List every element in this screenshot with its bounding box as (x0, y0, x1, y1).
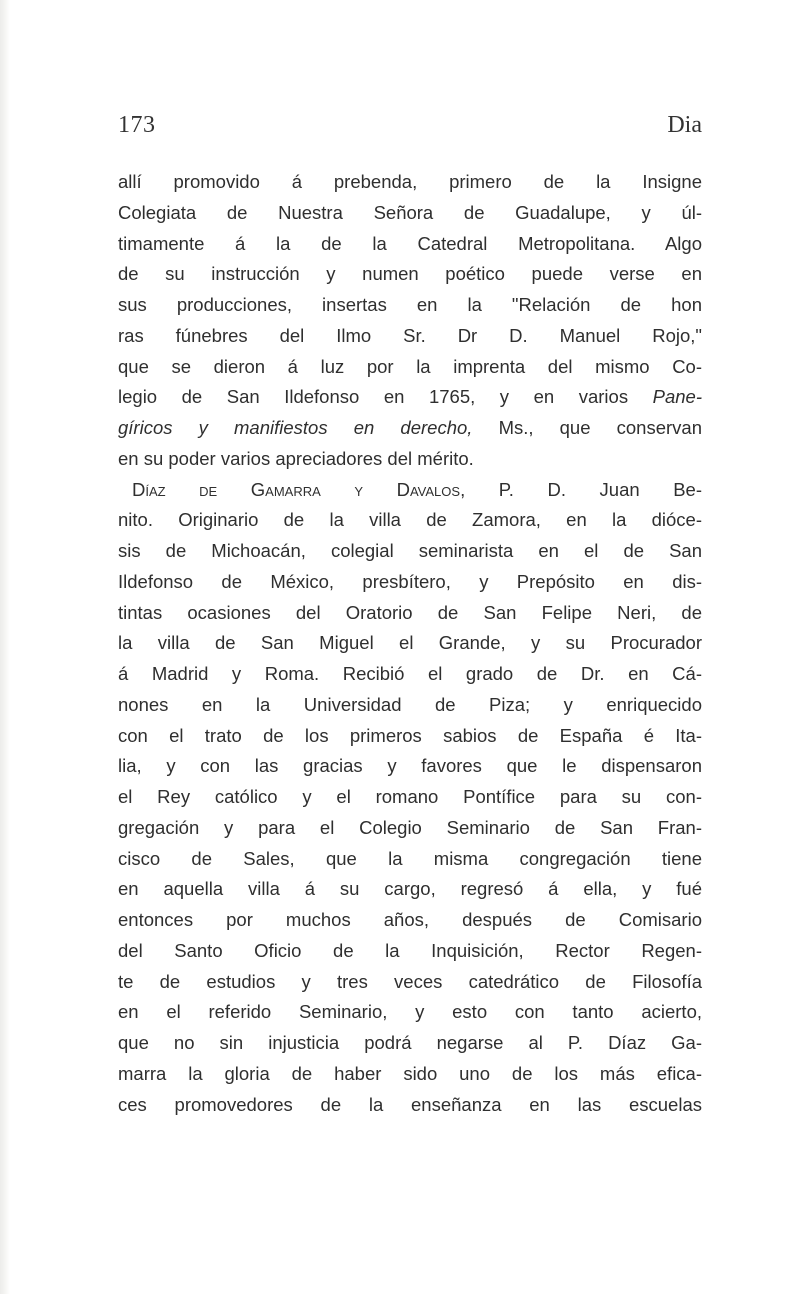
text-line: á Madrid y Roma. Recibió el grado de Dr. en Cá- (118, 663, 702, 684)
italic-title-run: Pane- (652, 386, 702, 408)
text-line: en aquella villa á su cargo, regresó á ella, y fué (118, 878, 702, 900)
text-line: ces promovedores de la enseñanza en las escuelas (118, 1093, 702, 1115)
page-number: 173 (118, 112, 156, 138)
entry-heading-name: Díaz de Gamarra y Davalos, (132, 478, 466, 500)
text-line: timamente á la de la Catedral Metropolitana. Algo (118, 232, 702, 254)
text-line: del Santo Oficio de la Inquisición, Rector Regen- (118, 939, 702, 961)
text-line: sis de Michoacán, colegial seminarista en el de San (118, 540, 702, 561)
italic-title-run: gíricos y manifiestos en derecho, (118, 417, 473, 438)
running-head: Dia (667, 112, 702, 138)
entry-heading-line (118, 475, 702, 506)
body-text (118, 167, 702, 1120)
text-line: entonces por muchos años, después de Comisario (118, 909, 702, 930)
text-line (118, 382, 702, 413)
text-line: que se dieron á luz por la imprenta del mismo Co- (118, 355, 702, 377)
text-line: marra la gloria de haber sido uno de los más efica- (118, 1062, 702, 1084)
page-gutter-shadow (0, 0, 10, 1294)
text-line (118, 413, 702, 444)
text-line: gregación y para el Colegio Seminario de San Fran- (118, 816, 702, 838)
text-line: Colegiata de Nuestra Señora de Guadalupe, y úl- (118, 201, 702, 223)
text-line: en su poder varios apreciadores del mérito. (118, 447, 474, 469)
text-line: la villa de San Miguel el Grande, y su Procurador (118, 632, 702, 654)
text-line: tintas ocasiones del Oratorio de San Felipe Neri, de (118, 601, 702, 623)
text-run: Ms., que conservan (498, 417, 702, 438)
page-header (118, 112, 702, 146)
text-line: Ildefonso de México, presbítero, y Prepósito en dis- (118, 570, 702, 592)
text-line: lia, y con las gracias y favores que le dispensaron (118, 755, 702, 777)
text-line: sus producciones, insertas en la "Relación de hon (118, 294, 702, 315)
text-line: con el trato de los primeros sabios de España é Ita- (118, 724, 702, 746)
text-line: allí promovido á prebenda, primero de la Insigne (118, 171, 702, 192)
text-run: legio de San Ildefonso en 1765, y en varios (118, 386, 629, 408)
text-line: que no sin injusticia podrá negarse al P. Díaz Ga- (118, 1032, 702, 1053)
text-line: el Rey católico y el romano Pontífice para su con- (118, 786, 702, 807)
text-line: nones en la Universidad de Piza; y enriquecido (118, 693, 702, 715)
text-line: ras fúnebres del Ilmo Sr. Dr D. Manuel Rojo," (118, 324, 702, 346)
text-line: cisco de Sales, que la misma congregación tiene (118, 847, 702, 869)
text-line: te de estudios y tres veces catedrático de Filosofía (118, 970, 702, 992)
text-line: de su instrucción y numen poético puede verse en (118, 263, 702, 285)
text-run: P. D. Juan Be- (498, 478, 703, 500)
text-line: nito. Originario de la villa de Zamora, en la dióce- (118, 509, 702, 531)
text-line: en el referido Seminario, y esto con tanto acierto, (118, 1001, 702, 1023)
